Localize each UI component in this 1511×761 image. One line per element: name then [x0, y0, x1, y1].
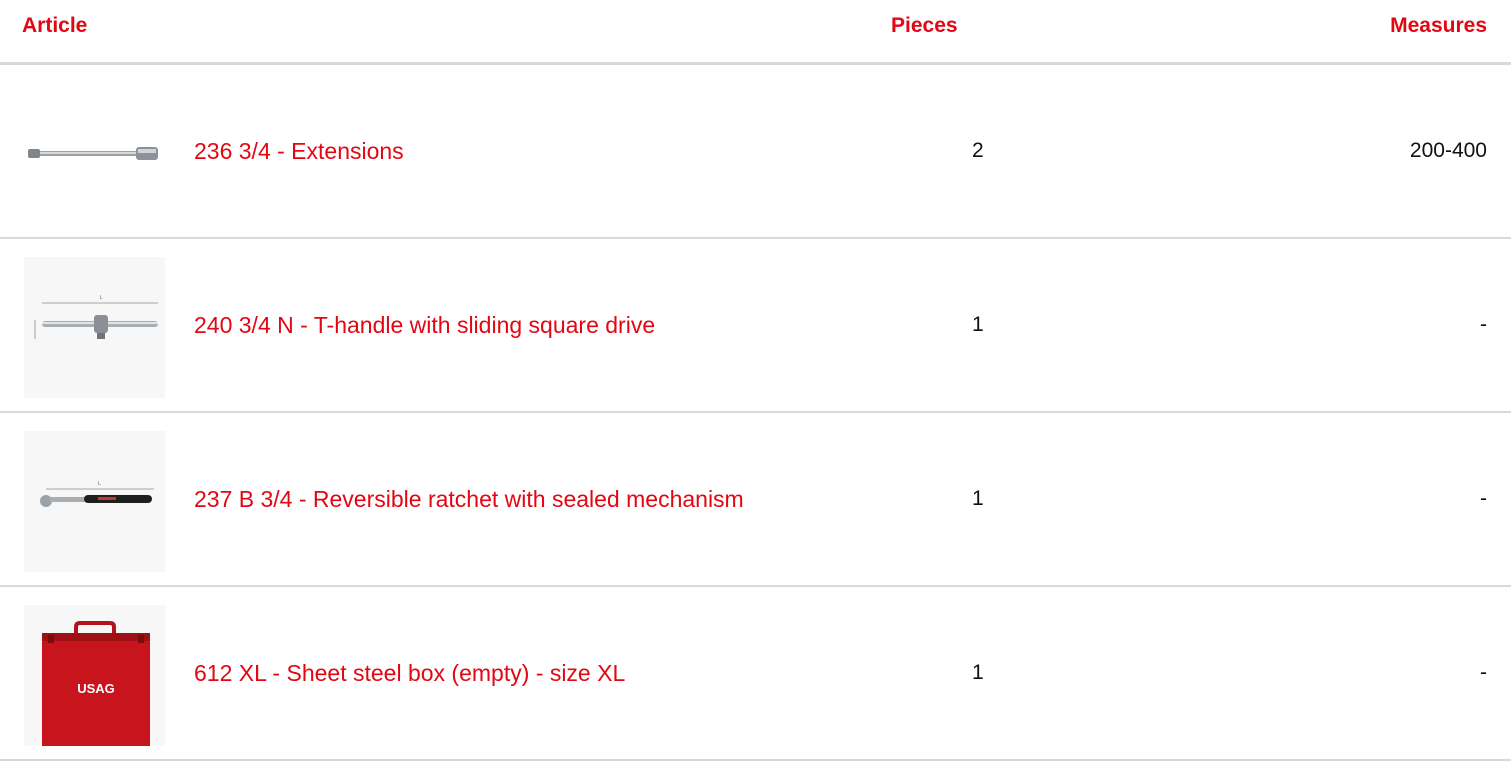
table-row — [0, 587, 1511, 761]
pieces-value: 2 — [972, 139, 984, 162]
pieces-value: 1 — [972, 313, 984, 336]
article-link[interactable]: 236 3/4 - Extensions — [194, 138, 404, 164]
column-header-pieces: Pieces — [891, 14, 958, 37]
column-header-article: Article — [22, 14, 88, 37]
measures-value: 200-400 — [1409, 139, 1487, 162]
article-link[interactable]: 240 3/4 N - T-handle with sliding square drive — [194, 312, 656, 338]
ratchet-icon[interactable] — [24, 431, 165, 572]
article-link[interactable]: 237 B 3/4 - Reversible ratchet with sealed mechanism — [194, 486, 744, 512]
table-row — [0, 65, 1511, 239]
box-label: USAG — [77, 681, 115, 696]
extension-bar-icon[interactable] — [24, 83, 165, 224]
measures-value: - — [1480, 313, 1487, 336]
measures-value: - — [1480, 661, 1487, 684]
table-row — [0, 413, 1511, 587]
pieces-value: 1 — [972, 487, 984, 510]
pieces-value: 1 — [972, 661, 984, 684]
column-header-measures: Measures — [1390, 14, 1487, 37]
table-row — [0, 239, 1511, 413]
table-header — [0, 0, 1511, 65]
measures-value: - — [1480, 487, 1487, 510]
steel-box-icon[interactable] — [24, 605, 165, 746]
svg-text:L: L — [100, 295, 103, 301]
article-link[interactable]: 612 XL - Sheet steel box (empty) - size XL — [194, 660, 626, 686]
svg-text:L: L — [98, 481, 101, 487]
t-handle-icon[interactable] — [24, 257, 165, 398]
